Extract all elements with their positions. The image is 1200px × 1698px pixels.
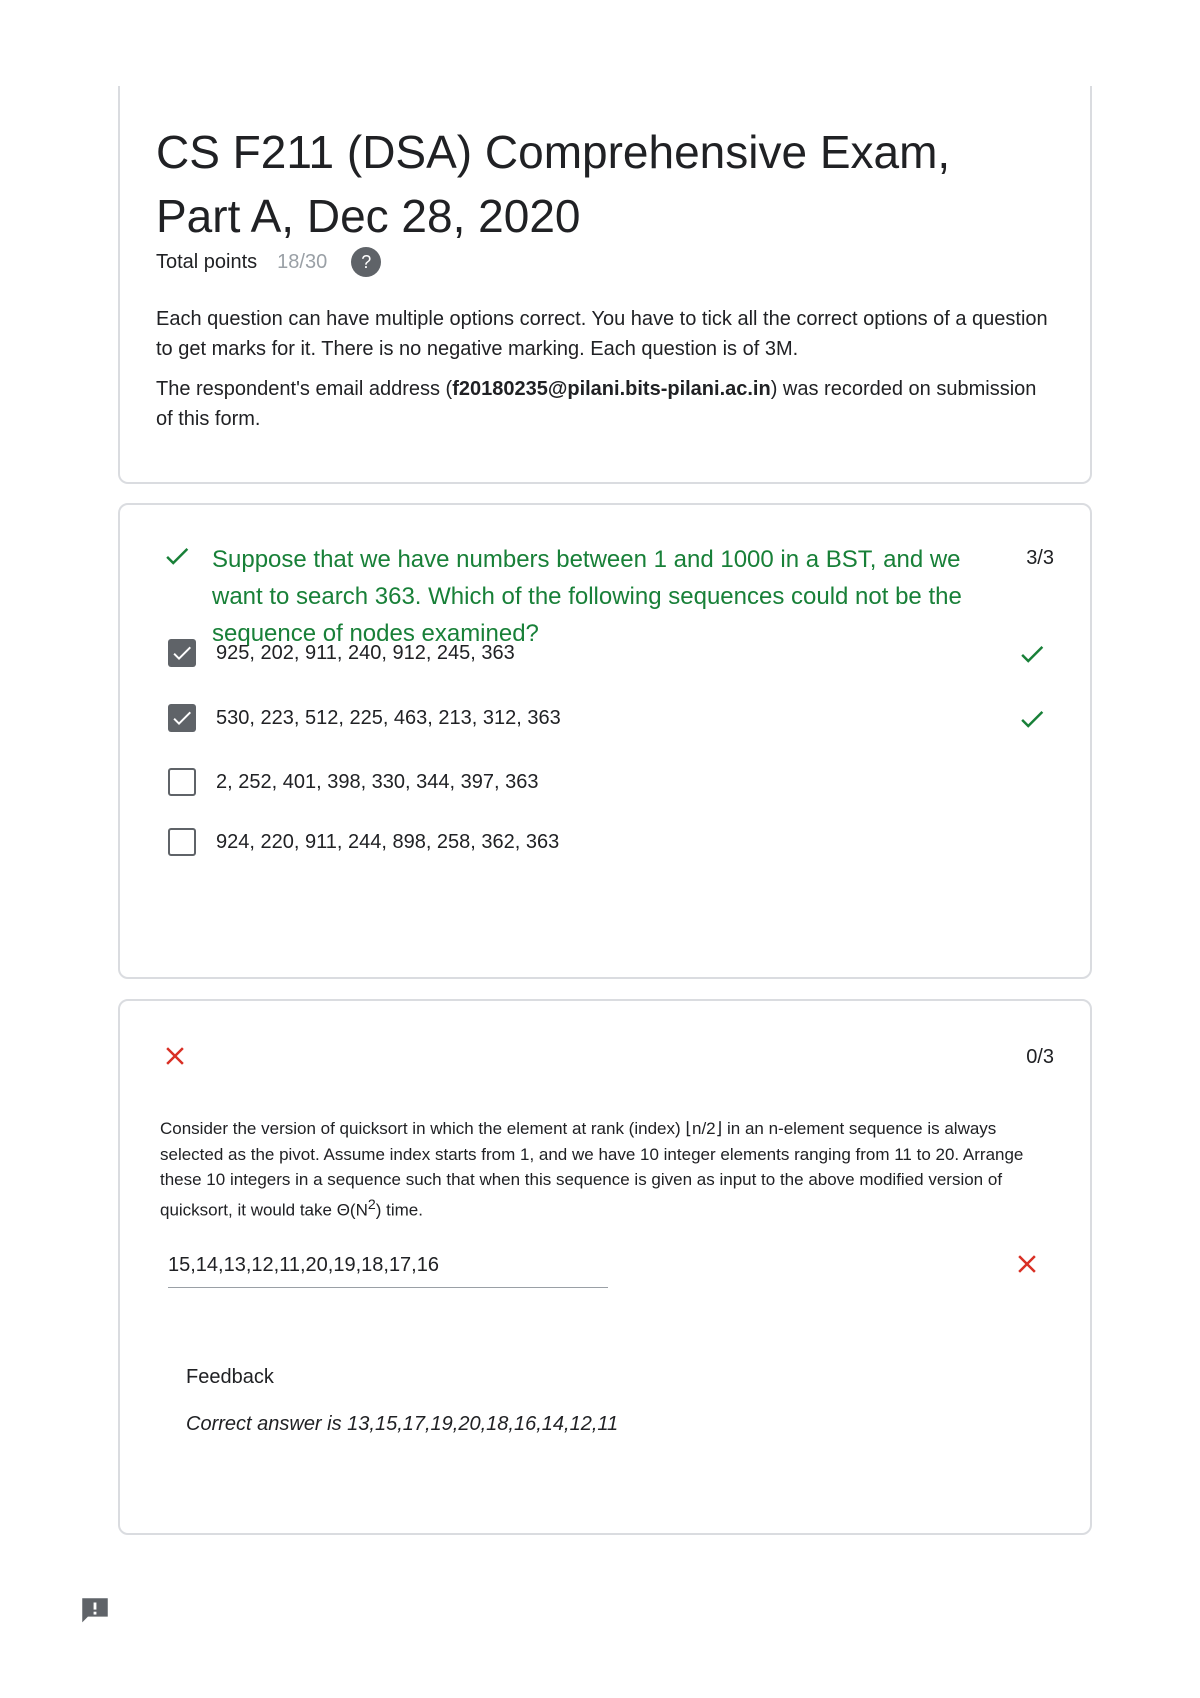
email-note-suffix: ) was recorded on submission of this form. xyxy=(156,378,1037,430)
option-2-label: 530, 223, 512, 225, 463, 213, 312, 363 xyxy=(216,706,561,729)
question-2-text-superscript: 2 xyxy=(367,1196,376,1213)
email-note-prefix: The respondent's email address ( xyxy=(156,378,453,400)
x-icon xyxy=(1012,1249,1042,1279)
form-title xyxy=(156,120,1056,248)
x-icon xyxy=(160,1041,190,1071)
form-title-line-2: Part A, Dec 28, 2020 xyxy=(156,190,581,242)
question-2-points: 0/3 xyxy=(1026,1046,1054,1068)
option-4-label: 924, 220, 911, 244, 898, 258, 362, 363 xyxy=(216,830,560,853)
question-2-text-main: Consider the version of quicksort in which the element at rank (index) ⌊n/2⌋ in an n-element sequence is always selected as the pivot. Assume index starts from 1, and we have 10 integer elements ranging from 11 to 20. Arrange these 10 integers in a sequence such that when this sequence is given as input to the above modified version of quicksort, it would take Θ(N xyxy=(160,1119,1024,1220)
option-1[interactable] xyxy=(168,633,1048,673)
checkbox-checked[interactable] xyxy=(168,639,196,667)
total-points-value: 18/30 xyxy=(277,250,328,273)
question-card-2 xyxy=(118,999,1092,1535)
checkbox-check-icon xyxy=(170,641,194,665)
checkbox-unchecked[interactable] xyxy=(168,768,196,796)
form-description: Each question can have multiple options correct. You have to tick all the correct options of a question to get marks for it. There is no negative marking. Each question is of 3M. xyxy=(156,308,1048,360)
question-1-text: Suppose that we have numbers between 1 and 1000 in a BST, and we want to search 363. Which of the following sequences could not be the sequence of nodes examined? xyxy=(212,546,962,647)
question-2-text-end: ) time. xyxy=(375,1200,423,1220)
checkmark-icon xyxy=(1016,704,1048,734)
question-1-points: 3/3 xyxy=(1026,547,1054,569)
option-4[interactable] xyxy=(168,822,1048,862)
respondent-email-note xyxy=(156,374,1056,434)
help-circle-icon[interactable]: ? xyxy=(351,247,381,277)
report-problem-icon[interactable] xyxy=(78,1594,112,1628)
checkbox-unchecked[interactable] xyxy=(168,828,196,856)
feedback-title: Feedback xyxy=(186,1366,274,1388)
total-points-label: Total points xyxy=(156,250,258,273)
form-title-line-1: CS F211 (DSA) Comprehensive Exam, xyxy=(156,126,951,178)
form-header-card xyxy=(118,86,1092,484)
question-2-text xyxy=(160,1116,1040,1223)
checkbox-check-icon xyxy=(170,706,194,730)
total-points-row xyxy=(156,246,381,278)
option-3-label: 2, 252, 401, 398, 330, 344, 397, 363 xyxy=(216,770,539,793)
checkmark-icon xyxy=(1016,639,1048,669)
option-3[interactable] xyxy=(168,762,1048,802)
respondent-email: f20180235@pilani.bits-pilani.ac.in xyxy=(452,378,771,400)
feedback-text: Correct answer is 13,15,17,19,20,18,16,14,12,11 xyxy=(186,1413,619,1435)
answer-value: 15,14,13,12,11,20,19,18,17,16 xyxy=(168,1254,439,1276)
option-1-label: 925, 202, 911, 240, 912, 245, 363 xyxy=(216,641,515,664)
answer-field[interactable] xyxy=(168,1248,608,1288)
question-card-1 xyxy=(118,503,1092,979)
checkmark-icon xyxy=(160,541,194,571)
option-2[interactable] xyxy=(168,698,1048,738)
checkbox-checked[interactable] xyxy=(168,704,196,732)
